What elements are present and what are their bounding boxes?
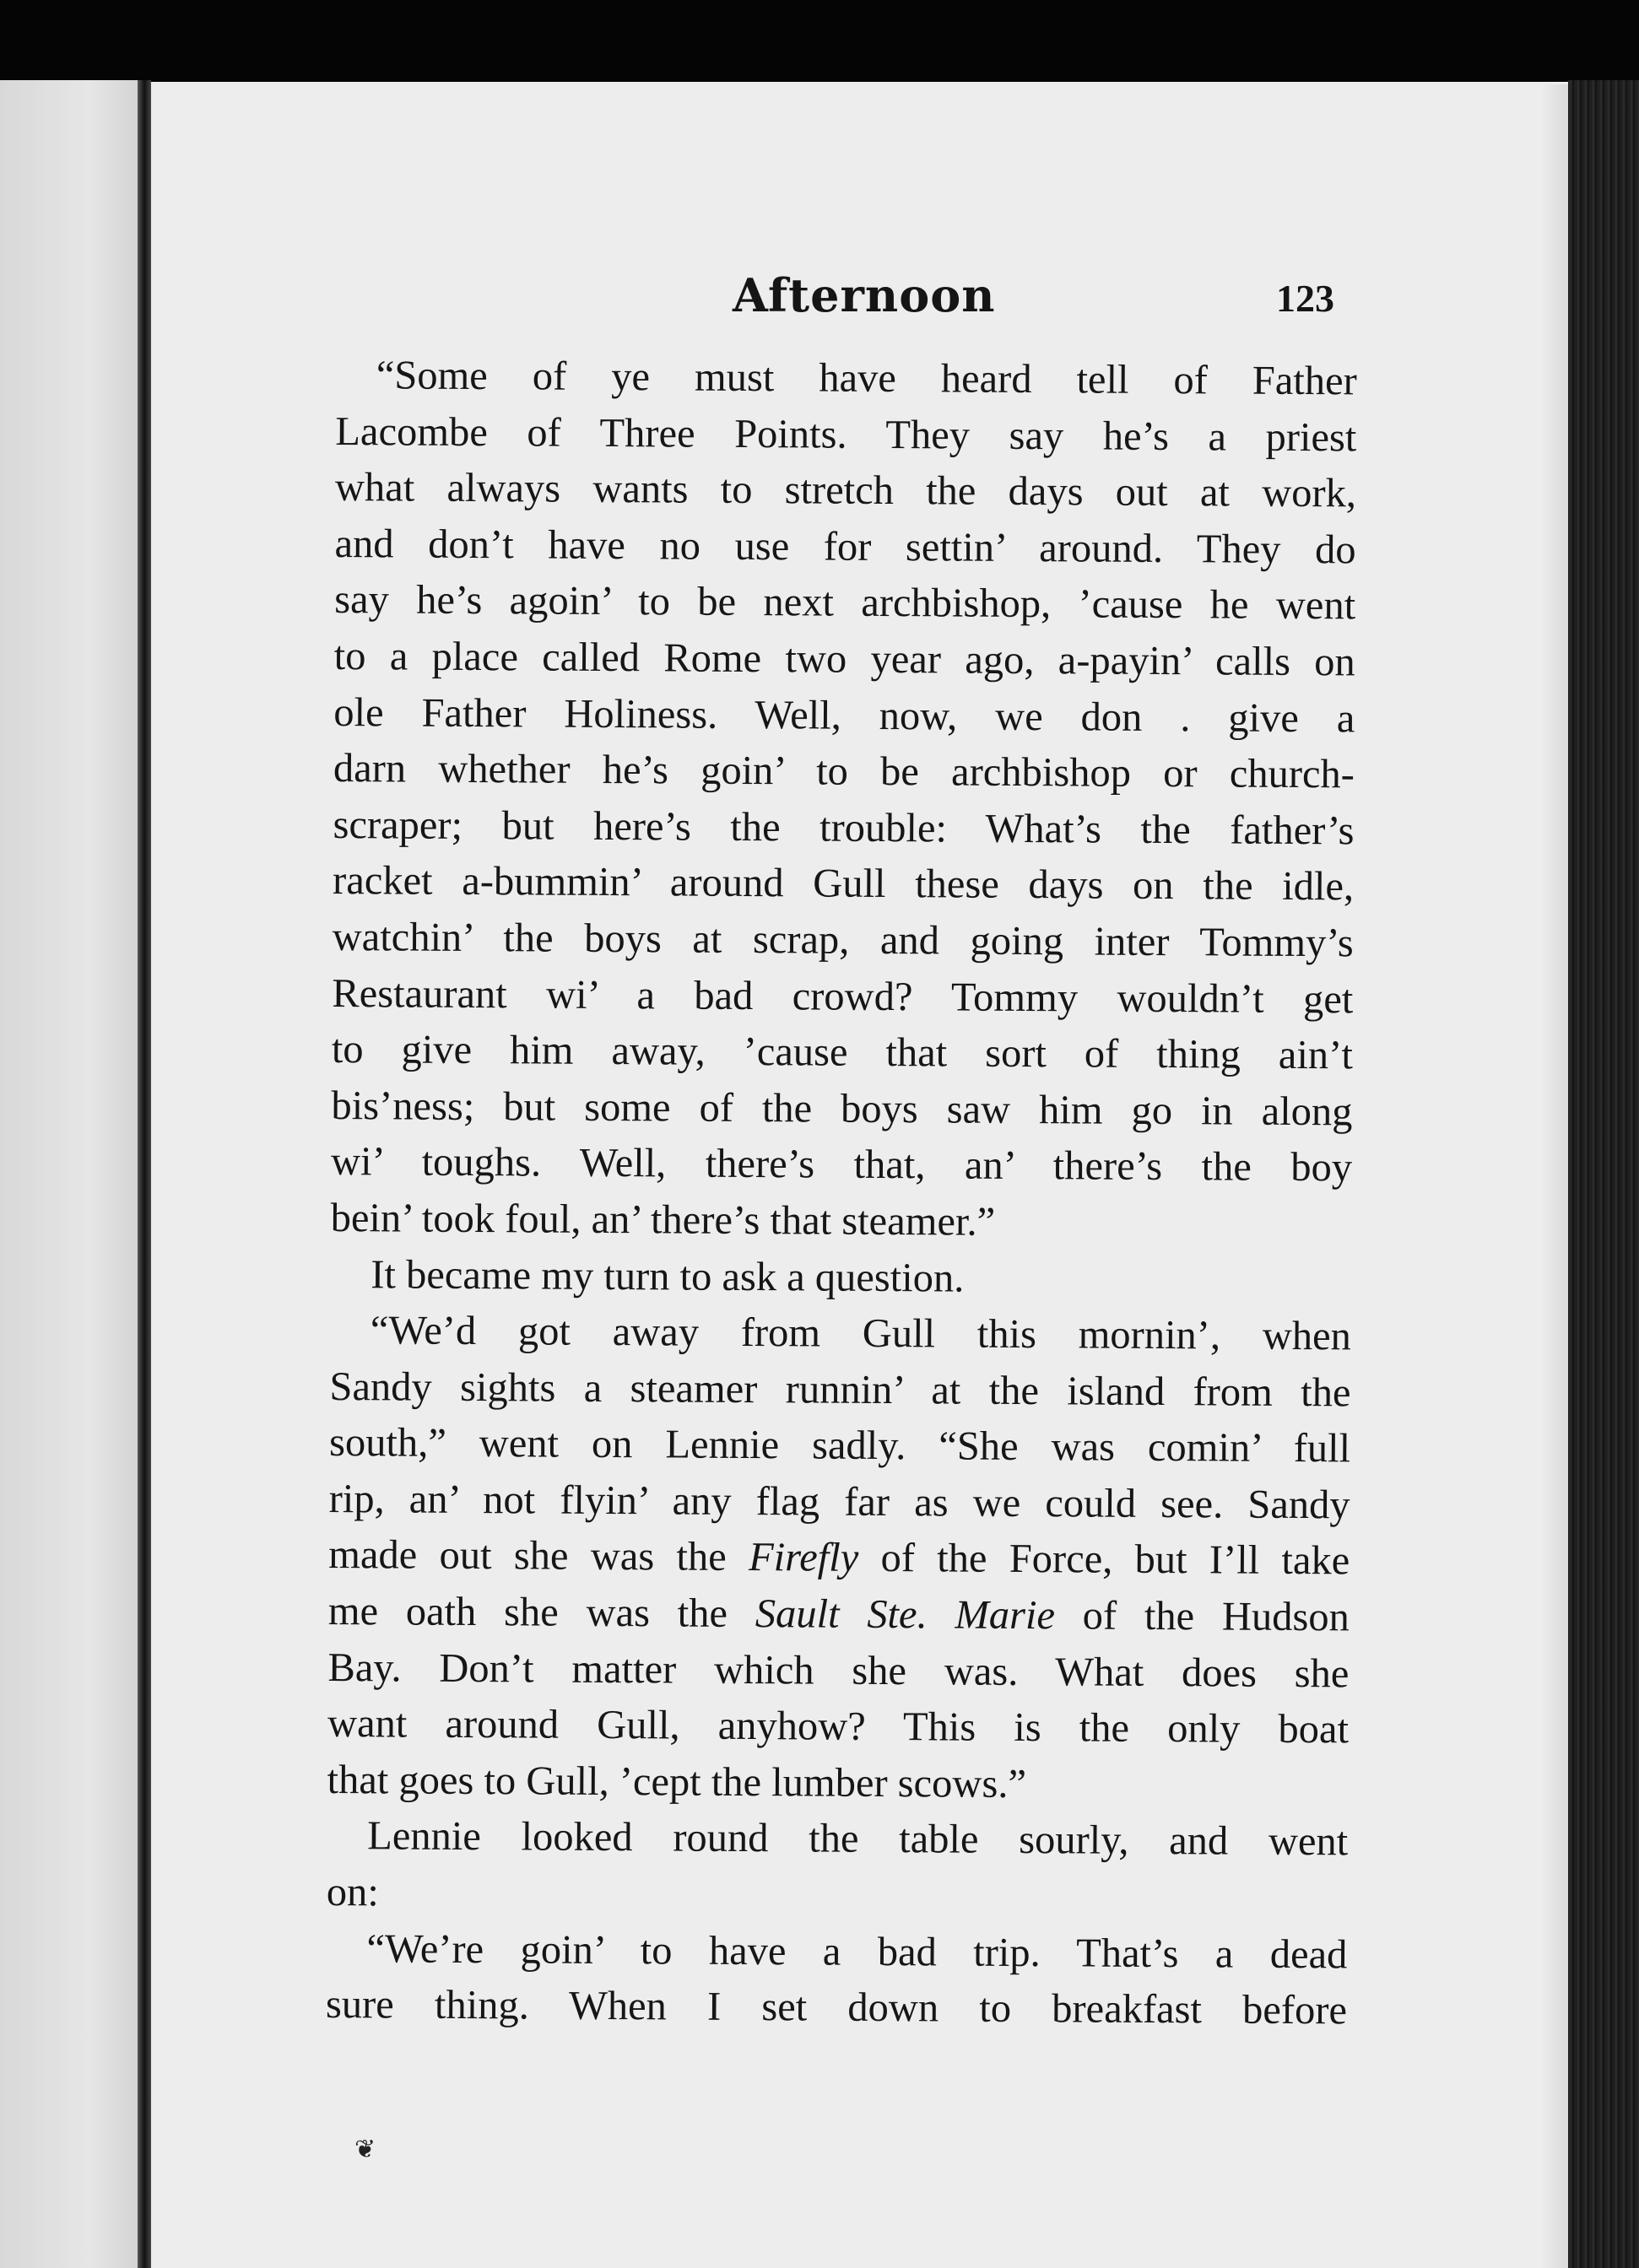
text-line: to give him away, ’cause that sort of thing ain’t <box>331 1027 1354 1078</box>
text-run: me oath she was the <box>327 1589 728 1636</box>
text-line <box>328 1527 1350 1590</box>
text-line: wi’ toughs. Well, there’s that, an’ there’s the boy <box>330 1139 1353 1191</box>
text-line: say he’s agoin’ to be next archbishop, ’cause he went <box>334 577 1356 629</box>
scan-top-border <box>0 0 1639 84</box>
text-line <box>328 1584 1350 1646</box>
text-line: on: <box>326 1869 379 1915</box>
running-head: Afternoon <box>733 268 996 322</box>
ship-name-sault-ste-marie: Sault Ste. Marie <box>755 1591 1056 1639</box>
text-line: bein’ took foul, an’ there’s that steamer.” <box>330 1195 996 1245</box>
book-gutter <box>138 80 151 2268</box>
ship-name-firefly: Firefly <box>748 1535 859 1581</box>
text-run: of the Force, but I’ll take <box>880 1536 1350 1584</box>
text-line: rip, an’ not flyin’ any flag far as we could see. Sandy <box>328 1476 1350 1528</box>
text-line: that goes to Gull, ’cept the lumber scows.” <box>327 1757 1027 1806</box>
text-line: south,” went on Lennie sadly. “She was comin’ full <box>328 1420 1351 1472</box>
text-line: watchin’ the boys at scrap, and going inter Tommy’s <box>332 914 1354 966</box>
text-line: “We’re goin’ to have a bad trip. That’s a dead <box>366 1925 1348 1977</box>
text-line: and don’t have no use for settin’ around. They do <box>334 521 1356 573</box>
page-number: 123 <box>1276 277 1334 320</box>
text-line: what always wants to stretch the days out at work, <box>334 465 1357 516</box>
text-line: want around Gull, anyhow? This is the only boat <box>327 1701 1350 1752</box>
text-line: “Some of ye must have heard tell of Father <box>376 353 1357 404</box>
text-line: Restaurant wi’ a bad crowd? Tommy wouldn’t get <box>332 970 1354 1022</box>
book-edge <box>1568 80 1639 2268</box>
text-line: Lennie looked round the table sourly, and went <box>367 1813 1349 1865</box>
text-line: “We’d got away from Gull this mornin’, when <box>370 1308 1352 1359</box>
text-line: Bay. Don’t matter which she was. What does she <box>327 1644 1350 1697</box>
text-line: bis’ness; but some of the boys saw him go in along <box>331 1083 1353 1135</box>
text-line: Sandy sights a steamer runnin’ at the island from the <box>329 1364 1351 1416</box>
text-run: of the Hudson <box>1082 1593 1350 1640</box>
text-line: scraper; but here’s the trouble: What’s the father’s <box>333 802 1355 854</box>
text-line: sure thing. When I set down to breakfast before <box>325 1982 1348 2033</box>
facing-page-edge <box>0 80 150 2268</box>
text-line: Lacombe of Three Points. They say he’s a priest <box>335 408 1357 460</box>
text-line: ole Father Holiness. Well, now, we don . give a <box>333 689 1355 741</box>
text-line: darn whether he’s goin’ to be archbishop or church- <box>333 746 1355 797</box>
text-line: racket a-bummin’ around Gull these days on the idle, <box>332 858 1355 910</box>
text-run: made out she was the <box>328 1532 727 1580</box>
printer-ornament-icon: ❦ <box>354 2135 376 2164</box>
text-line: to a place called Rome two year ago, a-payin’ calls on <box>333 633 1355 685</box>
body-text <box>326 348 1357 2039</box>
text-line: It became my turn to ask a question. <box>371 1251 965 1301</box>
